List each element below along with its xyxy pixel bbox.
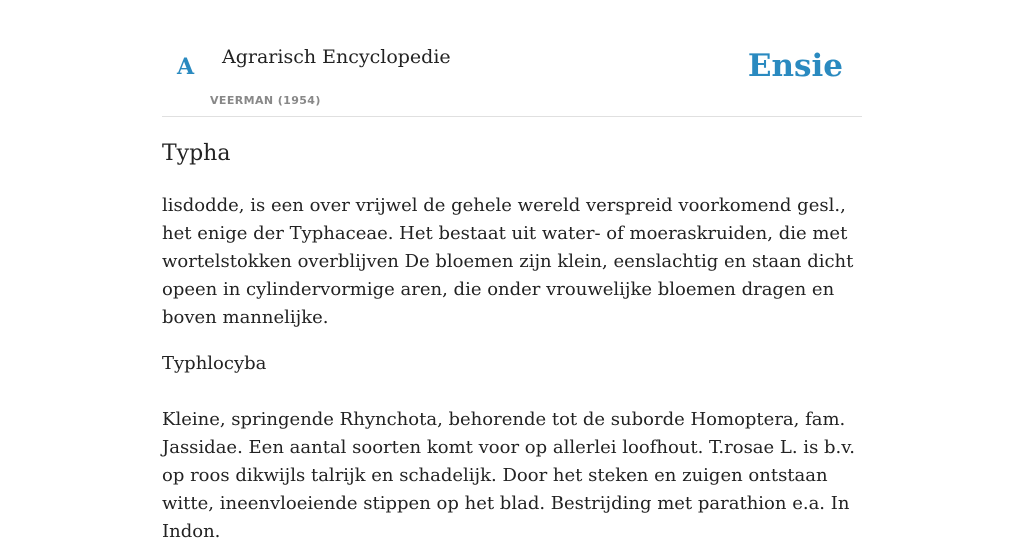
page-header	[162, 0, 862, 117]
entry-body: lisdodde, is een over vrijwel de gehele wereld verspreid voorkomend gesl., het enige der Typhaceae. Het bestaat uit water- of moeraskruiden, die met wortelstokken overblijven De bloemen zijn klein, eenslachtig en staan dicht opeen in cylindervormige aren, die onder vrouwelijke bloemen dragen en boven mannelijke.	[162, 195, 854, 328]
entry-title: Typha	[162, 141, 231, 166]
entry-subtitle: Typhlocyba	[162, 353, 267, 374]
entry-content	[162, 138, 862, 546]
site-logo[interactable]: Ensie	[747, 48, 843, 84]
entry-body-secondary: Kleine, springende Rhynchota, behorende tot de suborde Homoptera, fam. Jassidae. Een aantal soorten komt voor op allerlei loofhout. T.rosae L. is b.v. op roos dikwijls talrijk en schadelijk. Door het steken en zuigen ontstaan witte, ineenvloeiende stippen op het blad. Bestrijding met parathion e.a. In Indon.	[162, 409, 856, 542]
book-title[interactable]: Agrarisch Encyclopedie	[222, 46, 451, 68]
book-logo-letter[interactable]: A	[177, 54, 195, 80]
book-author-year: VEERMAN (1954)	[210, 94, 321, 107]
